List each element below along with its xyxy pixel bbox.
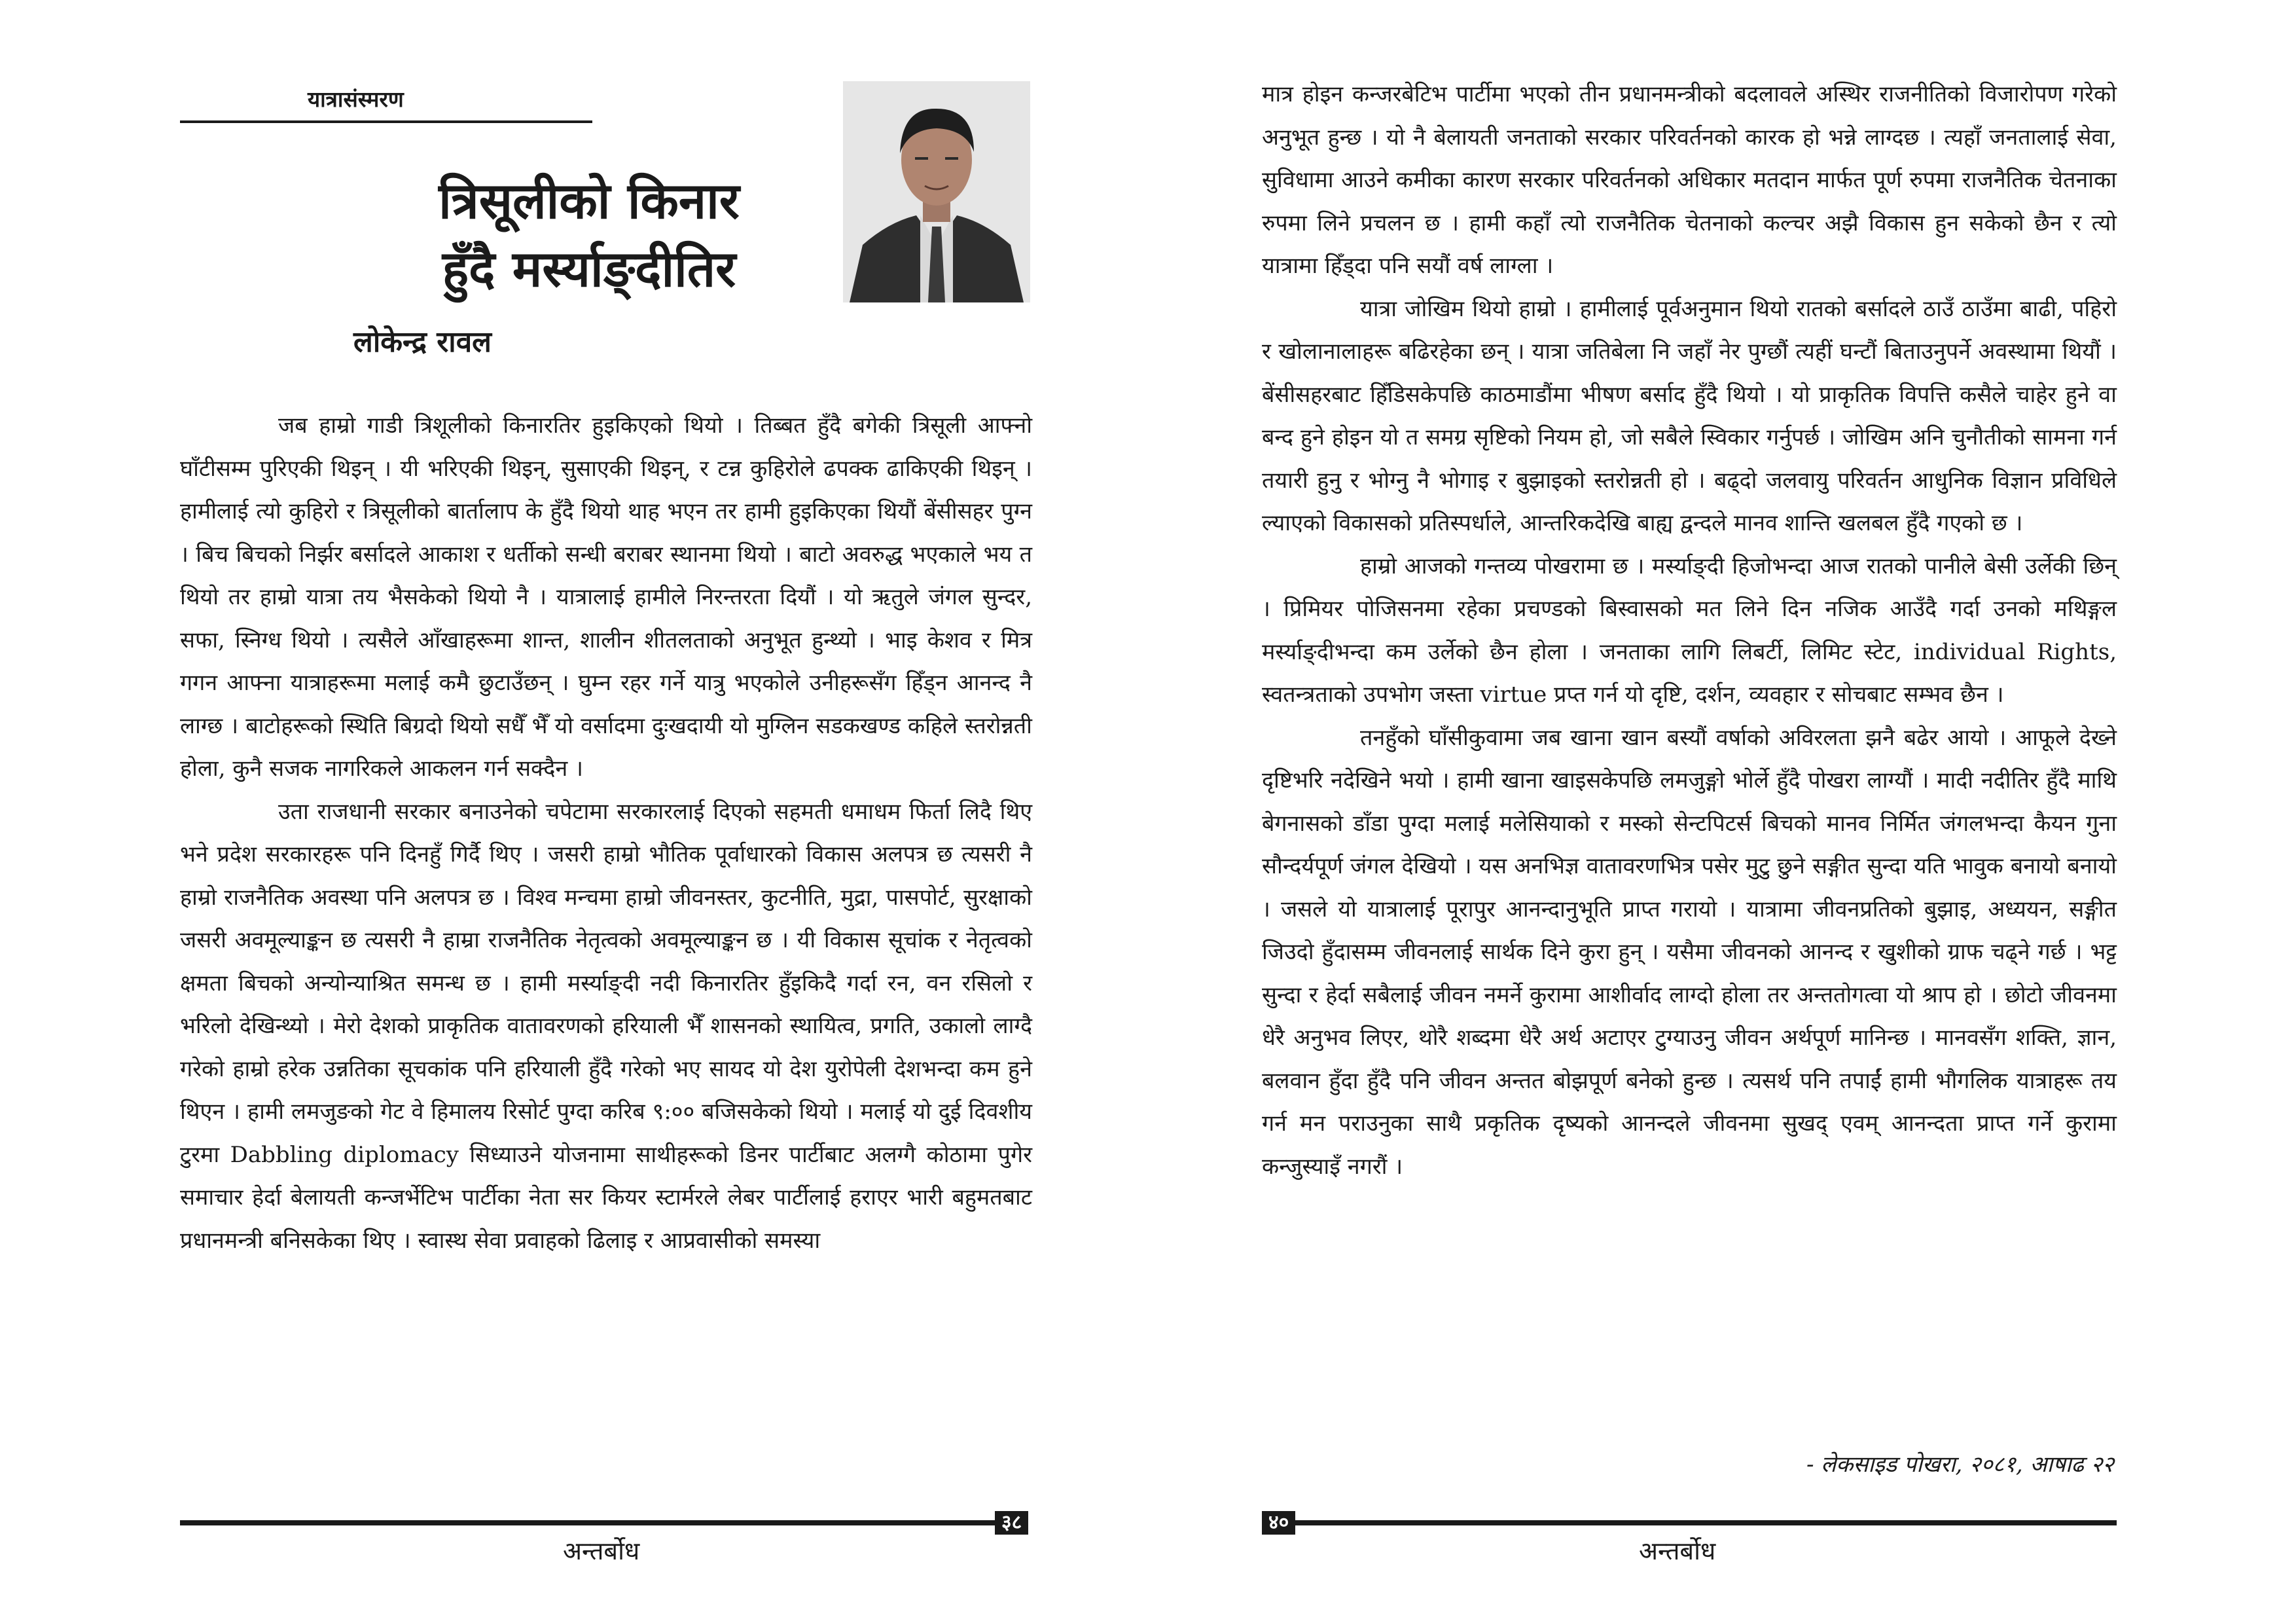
paragraph: तनहुँको घाँसीकुवामा जब खाना खान बस्यौं वर्षाको अविरलता झनै बढेर आयो । आफूले देख्ने दृष्टिभरि नदेखिने भयो । हामी खाना खाइसकेपछि लमजुङ्गो भोर्ले हुँदै पोखरा लाग्यौं । मादी नदीतिर हुँदै माथि बेगनासको डाँडा पुग्दा मलाई मलेसियाको र मस्को सेन्टपिटर्स बिचको मानव निर्मित जंगलभन्दा कैयन गुना सौन्दर्यपूर्ण जंगल देखियो । यस अनभिज्ञ वातावरणभित्र पसेर मुटु छुने सङ्गीत सुन्दा यति भावुक बनायो बनायो । जसले यो यात्रालाई पूरापुर आनन्दानुभूति प्राप्त गरायो । यात्रामा जीवनप्रतिको बुझाइ, अध्ययन, सङ्गीत जिउदो हुँदासम्म जीवनलाई सार्थक दिने कुरा हुन् । यसैमा जीवनको आनन्द र खुशीको ग्राफ चढ्ने गर्छ । भट्ट सुन्दा र हेर्दा सबैलाई जीवन नमर्ने कुरामा आशीर्वाद लाग्दो होला तर अन्ततोगत्वा यो श्राप हो । छोटो जीवनमा धेरै अनुभव लिएर, थोरै शब्दमा धेरै अर्थ अटाएर टुग्याउनु जीवन अर्थपूर्ण मानिन्छ । मानवसँग शक्ति, ज्ञान, बलवान हुँदा हुँदै पनि जीवन अन्तत बोझपूर्ण बनेको हुन्छ । त्यसर्थ पनि तपाईं हामी भौगलिक यात्राहरू तय गर्न मन पराउनुका साथै प्रकृतिक दृष्यको आनन्दले जीवनमा सुखद् एवम् आनन्दता प्राप्त गर्ने कुरामा कन्जुस्याइँ नगरौं । bbox=[1262, 724, 2117, 1180]
signature-line: - लेकसाइड पोखरा, २०८१, आषाढ २२ bbox=[1806, 1451, 2114, 1478]
magazine-name: अन्तर्बोध bbox=[563, 1537, 640, 1565]
paragraph: जब हाम्रो गाडी त्रिशूलीको किनारतिर हुइकिएको थियो । तिब्बत हुँदै बगेकी त्रिसूली आफ्नो घाँटीसम्म पुरिएकी थिइन् । यी भरिएकी थिइन्, सुसाएकी थिइन्, र टन्न कुहिरोले ढपक्क ढाकिएकी थिइन् । हामीलाई त्यो कुहिरो र त्रिसूलीको बार्तालाप के हुँदै थियो थाह भएन तर हामी हुइकिएका थियौं बेंसीसहर पुग्न । बिच बिचको निर्झर बर्सादले आकाश र धर्तीको सन्धी बराबर स्थानमा थियो । बाटो अवरुद्ध भएकाले भय त थियो तर हाम्रो यात्रा तय भैसकेको थियो नै । यात्रालाई हामीले निरन्तरता दियौं । यो ऋतुले जंगल सुन्दर, सफा, स्निग्ध थियो । त्यसैले आँखाहरूमा शान्त, शालीन शीतलताको अनुभूत हुन्थ्यो । भाइ केशव र मित्र गगन आफ्ना यात्राहरूमा मलाई कमै छुटाउँछन् । घुम्न रहर गर्ने यात्रु भएकोले उनीहरूसँग हिँड्न आनन्द नै लाग्छ । बाटोहरूको स्थिति बिग्रदो थियो सधैँ भैँ यो वर्सादमा दुःखदायी यो मुग्लिन सडकखण्ड कहिले स्तरोन्नती होला, कुनै सजक नागरिकले आकलन गर्न सक्दैन । bbox=[180, 412, 1032, 782]
paragraph: उता राजधानी सरकार बनाउनेको चपेटामा सरकारलाई दिएको सहमती धमाधम फिर्ता लिदै थिए भने प्रदेश सरकारहरू पनि दिनहुँ गिर्दै थिए । जसरी हाम्रो भौतिक पूर्वाधारको विकास अलपत्र छ त्यसरी नै हाम्रो राजनैतिक अवस्था पनि अलपत्र छ । विश्व मन्चमा हाम्रो जीवनस्तर, कुटनीति, मुद्रा, पासपोर्ट, सुरक्षाको जसरी अवमूल्याङ्कन छ त्यसरी नै हाम्रा राजनैतिक नेतृत्वको अवमूल्याङ्कन छ । यी विकास सूचांक र नेतृत्वको क्षमता बिचको अन्योन्याश्रित समन्ध छ । हामी मर्स्याङ्दी नदी किनारतिर हुँइकिदै गर्दा रन, वन रसिलो र भरिलो देखिन्थ्यो । मेरो देशको प्राकृतिक वातावरणको हरियाली भैँ शासनको स्थायित्व, प्रगति, उकालो लाग्दै गरेको हाम्रो हरेक उन्नतिका सूचकांक पनि हरियाली हुँदै गरेको भए सायद यो देश युरोपेली देशभन्दा कम हुने थिएन । हामी लमजुङको गेट वे हिमालय रिसोर्ट पुग्दा करिब ९:०० बजिसकेको थियो । मलाई यो दुई दिवशीय टुरमा Dabbling diplomacy सिध्याउने योजनामा साथीहरूको डिनर पार्टीबाट अलग्गै कोठामा पुगेर समाचार हेर्दा बेलायती कन्जर्भेटिभ पार्टीका नेता सर कियर स्टार्मरले लेबर पार्टीलाई हराएर भारी बहुमतबाट प्रधानमन्त्री बनिसकेका थिए । स्वास्थ सेवा प्रवाहको ढिलाइ र आप्रवासीको समस्या bbox=[180, 798, 1032, 1254]
footer-rule bbox=[180, 1520, 1005, 1525]
section-divider bbox=[180, 120, 592, 123]
article-title bbox=[327, 167, 851, 303]
paragraph: मात्र होइन कन्जरबेटिभ पार्टीमा भएको तीन प्रधानमन्त्रीको बदलावले अस्थिर राजनीतिको विजारोपण गरेको अनुभूत हुन्छ । यो नै बेलायती जनताको सरकार परिवर्तनको कारक हो भन्ने लाग्दछ । त्यहाँ जनतालाई सेवा, सुविधामा आउने कमीका कारण सरकार परिवर्तनको अधिकार मतदान मार्फत पूर्ण रुपमा राजनैतिक चेतनाका रुपमा लिने प्रचलन छ । हामी कहाँ त्यो राजनैतिक चेतनाको कल्चर अझै विकास हुन सकेको छैन र त्यो यात्रामा हिँड्दा पनि सयौं वर्ष लाग्ला । bbox=[1262, 81, 2117, 279]
page-number: ४० bbox=[1262, 1511, 1295, 1535]
title-line-2: हुँदै मर्स्याङ्दीतिर bbox=[442, 240, 736, 298]
paragraph: हाम्रो आजको गन्तव्य पोखरामा छ । मर्स्याङ्दी हिजोभन्दा आज रातको पानीले बेसी उर्लेकी छिन् । प्रिमियर पोजिसनमा रहेका प्रचण्डको बिस्वासको मत लिने दिन नजिक आउँदै गर्दा उनको मथिङ्गल मर्स्याङ्दीभन्दा कम उर्लेको छैन होला । जनताका लागि लिबर्टी, लिमिट स्टेट, individual Rights, स्वतन्त्रताको उपभोग जस्ता virtue प्रप्त गर्न यो दृष्टि, दर्शन, व्यवहार र सोचबाट सम्भव छैन । bbox=[1262, 553, 2117, 708]
author-name: लोकेन्द्र रावल bbox=[353, 325, 492, 359]
title-line-1: त्रिसूलीको किनार bbox=[439, 172, 740, 230]
magazine-name: अन्तर्बोध bbox=[1639, 1537, 1716, 1565]
right-page bbox=[1148, 0, 2296, 1623]
page-number: ३८ bbox=[995, 1511, 1028, 1535]
footer-rule bbox=[1262, 1520, 2117, 1525]
left-article-body bbox=[180, 405, 1032, 1262]
paragraph: यात्रा जोखिम थियो हाम्रो । हामीलाई पूर्वअनुमान थियो रातको बर्सादले ठाउँ ठाउँमा बाढी, पहिरो र खोलानालाहरू बढिरहेका छन् । यात्रा जतिबेला नि जहाँ नेर पुग्छौं त्यहीं घन्टौं बिताउनुपर्ने अवस्थामा थियौं । बेंसीसहरबाट हिँडिसकेपछि काठमाडौंमा भीषण बर्साद हुँदै थियो । यो प्राकृतिक विपत्ति कसैले चाहेर हुने वा बन्द हुने होइन यो त समग्र सृष्टिको नियम हो, जो सबैले स्विकार गर्नुपर्छ । जोखिम अनि चुनौतीको सामना गर्न तयारी हुनु र भोग्नु नै भोगाइ र बुझाइको स्तरोन्नती हो । बढ्दो जलवायु परिवर्तन आधुनिक विज्ञान प्रविधिले ल्याएको विकासको प्रतिस्पर्धाले, आन्तरिकदेखि बाह्य द्वन्दले मानव शान्ति खलबल हुँदै गएको छ । bbox=[1262, 295, 2117, 536]
author-photo bbox=[843, 81, 1030, 302]
section-label: यात्रासंस्मरण bbox=[308, 86, 404, 112]
right-article-body bbox=[1262, 73, 2117, 1188]
